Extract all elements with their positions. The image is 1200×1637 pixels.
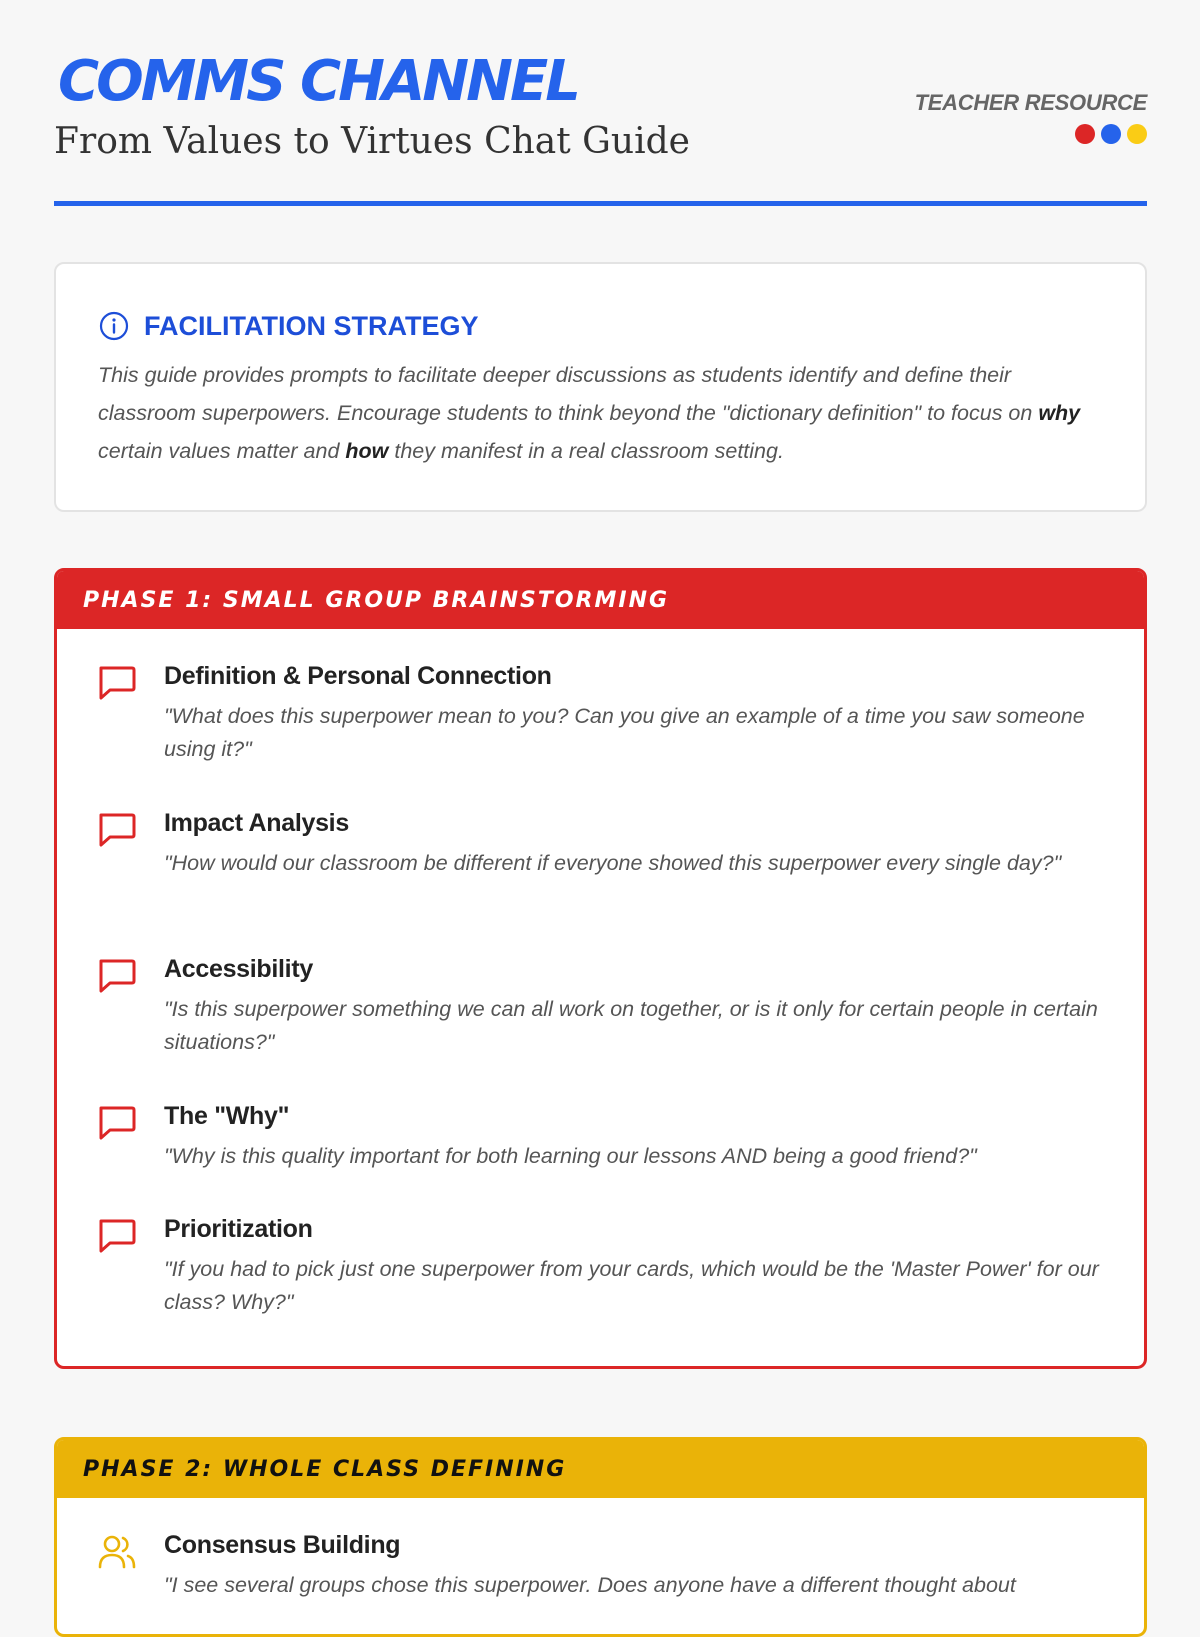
- info-icon: [98, 310, 130, 342]
- chat-bubble-icon: [97, 811, 137, 849]
- item-title: Prioritization: [164, 1215, 313, 1243]
- item-title: Definition & Personal Connection: [164, 662, 552, 690]
- page: [54, 0, 1147, 1597]
- strategy-text-part: This guide provides prompts to facilitate deeper discussions as students identify and define their classroom superpowers. Encourage students to think beyond the "dictionary definition" to focus on: [98, 363, 1039, 425]
- blue-dot: [1101, 124, 1121, 144]
- emphasis-why: why: [1038, 401, 1081, 425]
- facilitation-strategy-card: [54, 262, 1147, 512]
- brand-title: COMMS CHANNEL: [58, 49, 578, 114]
- phase1-card: [54, 568, 1147, 1369]
- item-quote: "Is this superpower something we can all work on together, or is it only for certain people in certain situations?": [164, 997, 1098, 1054]
- page-subtitle: From Values to Virtues Chat Guide: [54, 121, 690, 162]
- phase2-header: PHASE 2: WHOLE CLASS DEFINING: [57, 1440, 1144, 1498]
- item-quote: "Why is this quality important for both learning our lessons AND being a good friend?": [164, 1144, 977, 1168]
- users-icon: [97, 1533, 137, 1571]
- color-dots: [1075, 124, 1147, 144]
- yellow-dot: [1127, 124, 1147, 144]
- header-rule: [54, 201, 1147, 206]
- item-title: Consensus Building: [164, 1531, 401, 1559]
- chat-bubble-icon: [97, 664, 137, 702]
- strategy-text-part: certain values matter and: [98, 439, 346, 463]
- item-quote: "How would our classroom be different if everyone showed this superpower every single day?": [164, 851, 1062, 875]
- strategy-title: FACILITATION STRATEGY: [144, 310, 479, 341]
- header: [54, 0, 1147, 206]
- chat-bubble-icon: [97, 1217, 137, 1255]
- item-title: Accessibility: [164, 955, 313, 983]
- strategy-text: [98, 356, 1108, 470]
- resource-label: TEACHER RESOURCE: [914, 90, 1147, 115]
- strategy-text-part: they manifest in a real classroom setting.: [388, 439, 784, 463]
- phase1-header: PHASE 1: SMALL GROUP BRAINSTORMING: [57, 571, 1144, 629]
- emphasis-how: how: [345, 439, 389, 463]
- strategy-heading: [98, 310, 478, 342]
- red-dot: [1075, 124, 1095, 144]
- item-quote: "If you had to pick just one superpower from your cards, which would be the 'Master Power' for our class? Why?": [164, 1257, 1099, 1314]
- chat-bubble-icon: [97, 957, 137, 995]
- item-quote: "What does this superpower mean to you? Can you give an example of a time you saw someone using it?": [164, 704, 1085, 761]
- item-quote: "I see several groups chose this superpower. Does anyone have a different thought about: [164, 1573, 1016, 1597]
- phase2-card: [54, 1437, 1147, 1637]
- item-title: The "Why": [164, 1102, 290, 1130]
- item-title: Impact Analysis: [164, 809, 349, 837]
- chat-bubble-icon: [97, 1104, 137, 1142]
